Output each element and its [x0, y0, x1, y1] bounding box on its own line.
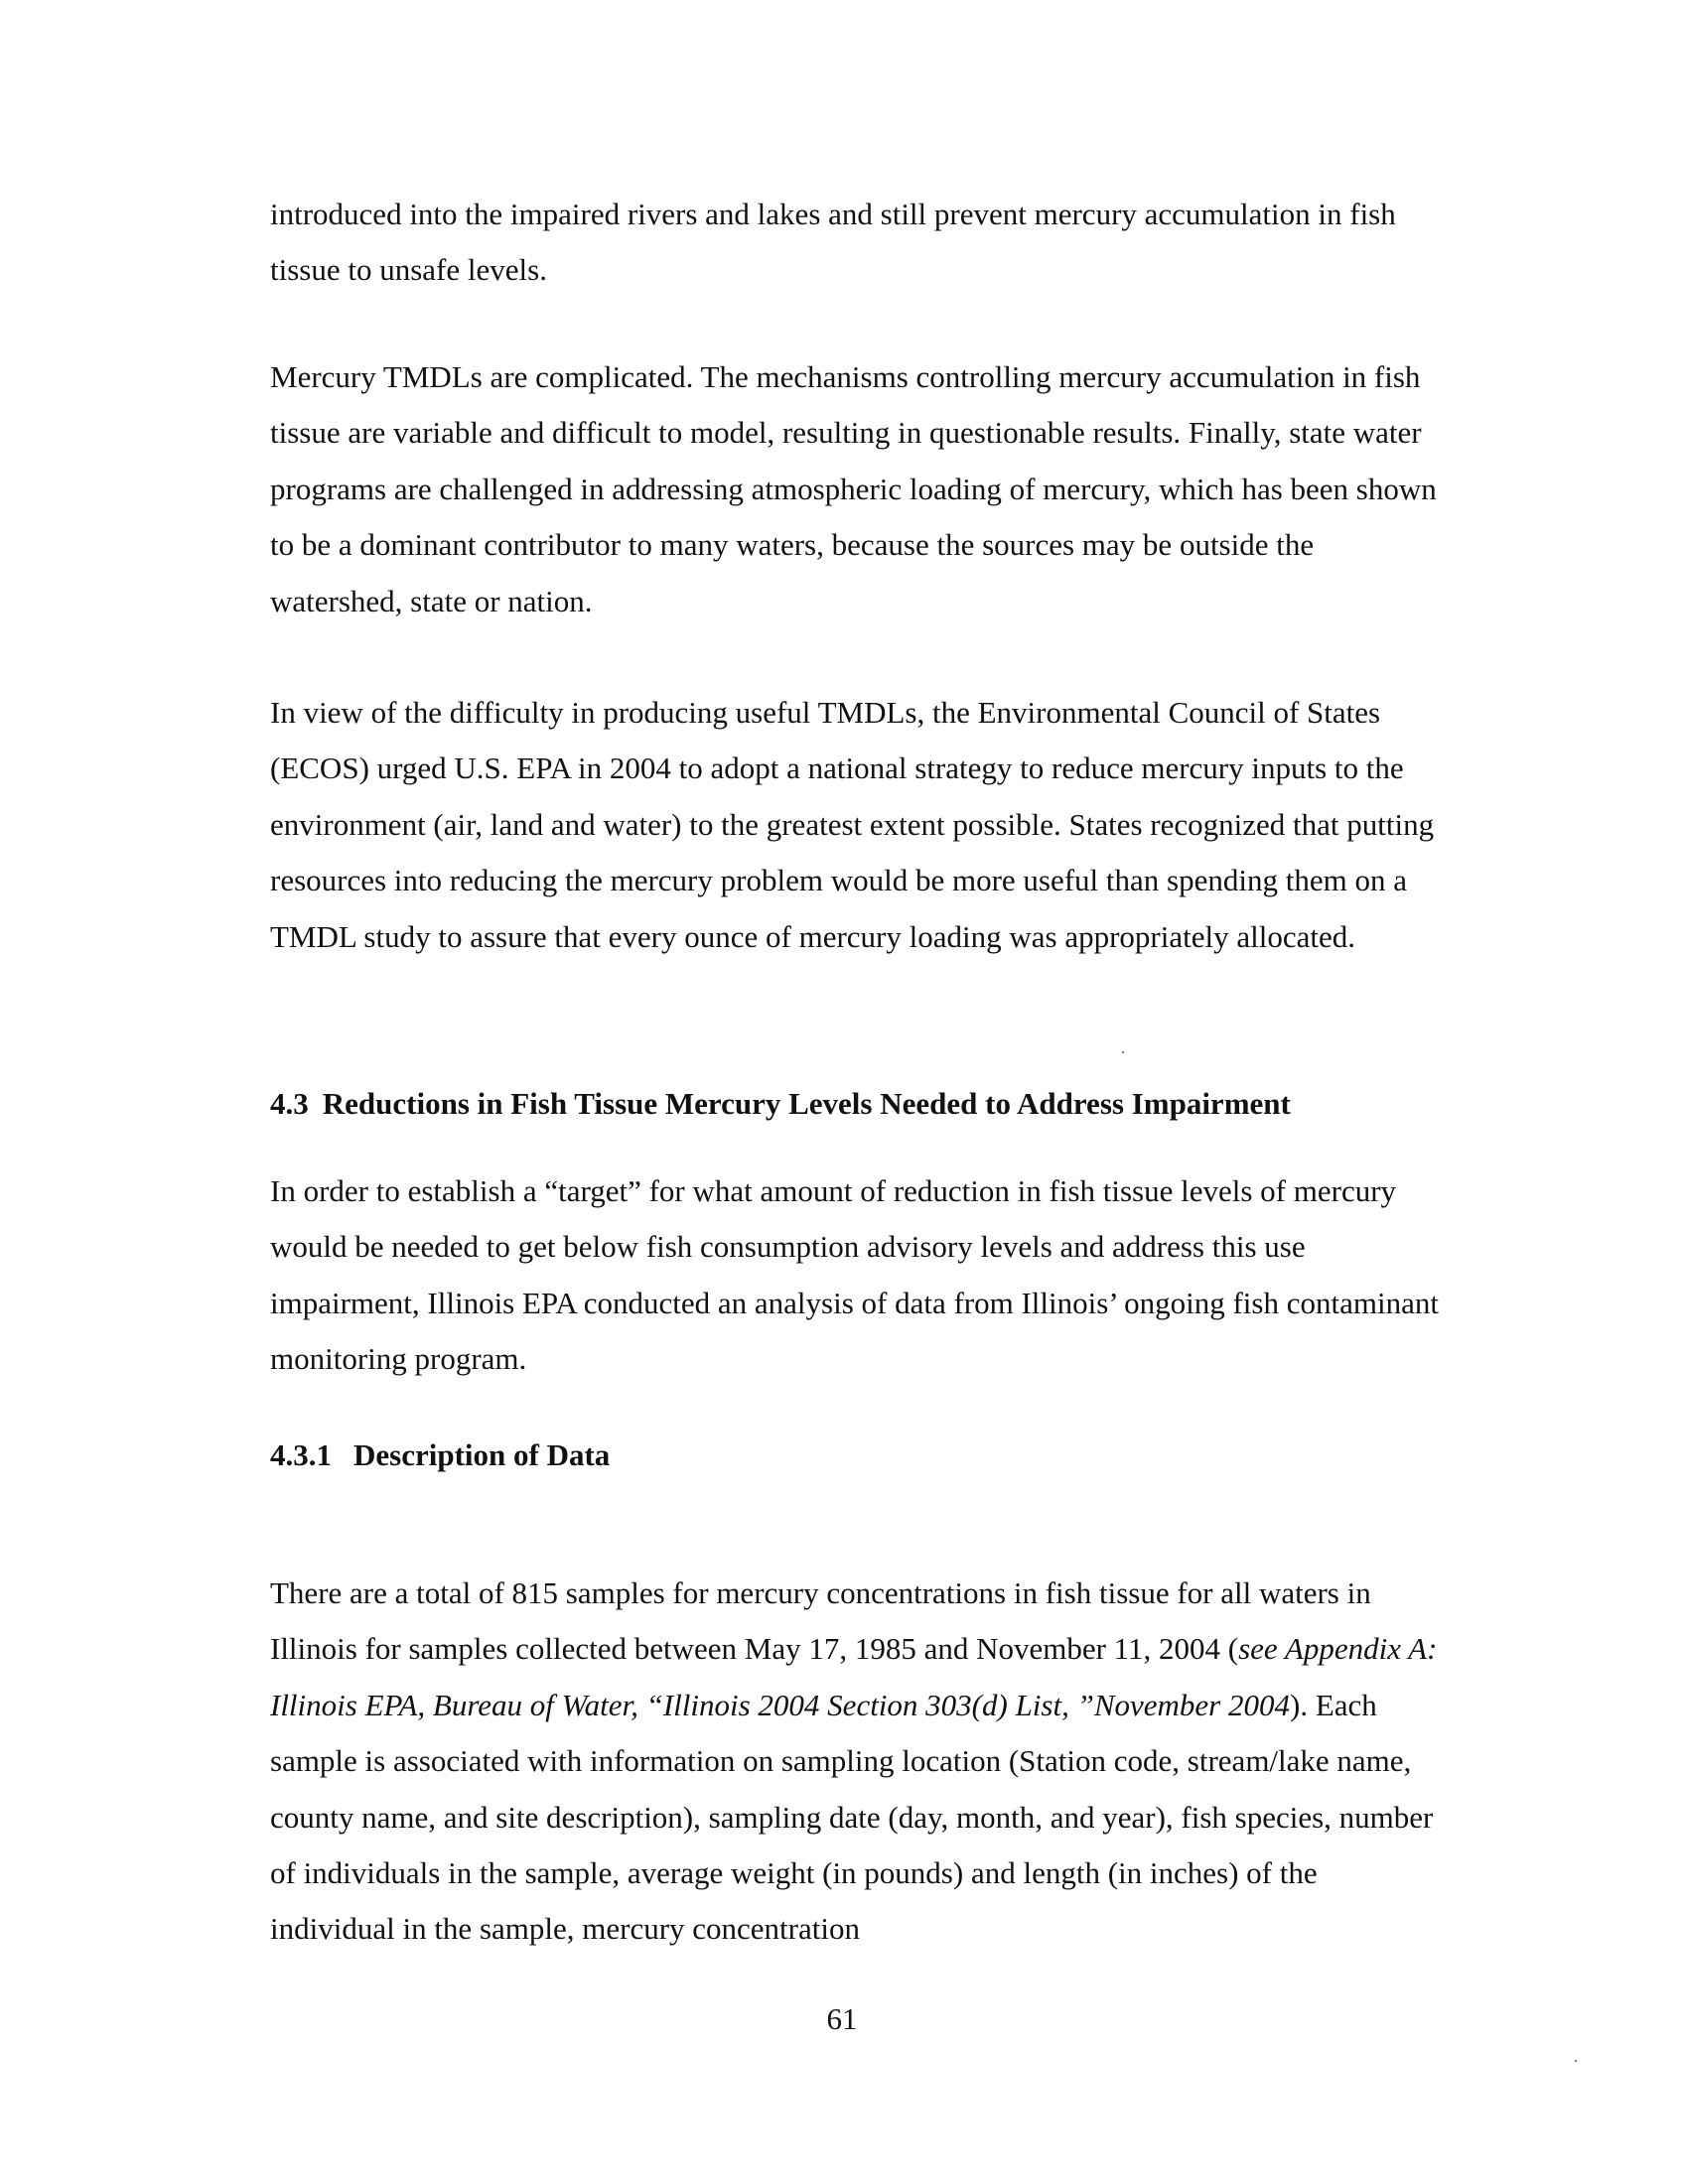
section-number: 4.3: [270, 1086, 309, 1121]
section-title: Description of Data: [353, 1437, 611, 1472]
paragraph-data-description: [270, 1566, 1442, 1958]
section-number: 4.3.1: [270, 1437, 332, 1472]
page-number: 61: [826, 2001, 858, 2036]
paragraph-continuation: introduced into the impaired rivers and lakes and still prevent mercury accumulation in fish tissue to unsafe levels.: [270, 197, 1396, 288]
citation-italic: see Appendix A: Illinois EPA, Bureau of Water, “Illinois 2004 Section 303(d) List, ”November 2004: [270, 1631, 1438, 1722]
scan-speck: [1575, 2060, 1577, 2062]
paragraph-target-analysis: In order to establish a “target” for what amount of reduction in fish tissue levels of mercury would be needed to get below fish consumption advisory levels and address this use impairment, Illinois EPA conducted an analysis of data from Illinois’ ongoing fish contaminant monitoring program.: [270, 1173, 1439, 1377]
section-heading-4-3-1: [270, 1435, 610, 1475]
text-run: There are a total of 815 samples for mercury concentrations in fish tissue for all waters in Illinois for samples collected between May 17, 1985 and November 11, 2004 (: [270, 1575, 1371, 1667]
paragraph-mercury-tmdls: Mercury TMDLs are complicated. The mechanisms controlling mercury accumulation in fish tissue are variable and difficult to model, resulting in questionable results. Finally, state water programs are challenged in addressing atmospheric loading of mercury, which has been shown to be a dominant contributor to many waters, because the sources may be outside the watershed, state or nation.: [270, 359, 1437, 618]
scan-speck: [1122, 1051, 1124, 1053]
section-title: Reductions in Fish Tissue Mercury Levels Needed to Address Impairment: [322, 1086, 1291, 1121]
text-run: ). Each sample is associated with information on sampling location (Station code, stream/lake name, county name, and site description), sampling date (day, month, and year), fish species, number of individuals in the sample, average weight (in pounds) and length (in inches) of the individual in the sample, mercury concentration: [270, 1687, 1434, 1947]
paragraph-ecos-strategy: In view of the difficulty in producing useful TMDLs, the Environmental Council of States (ECOS) urged U.S. EPA in 2004 to adopt a national strategy to reduce mercury inputs to the environment (air, land and water) to the greatest extent possible. States recognized that putting resources into reducing the mercury problem would be more useful than spending them on a TMDL study to assure that every ounce of mercury loading was appropriately allocated.: [270, 695, 1435, 954]
section-heading-4-3: [270, 1084, 1291, 1124]
